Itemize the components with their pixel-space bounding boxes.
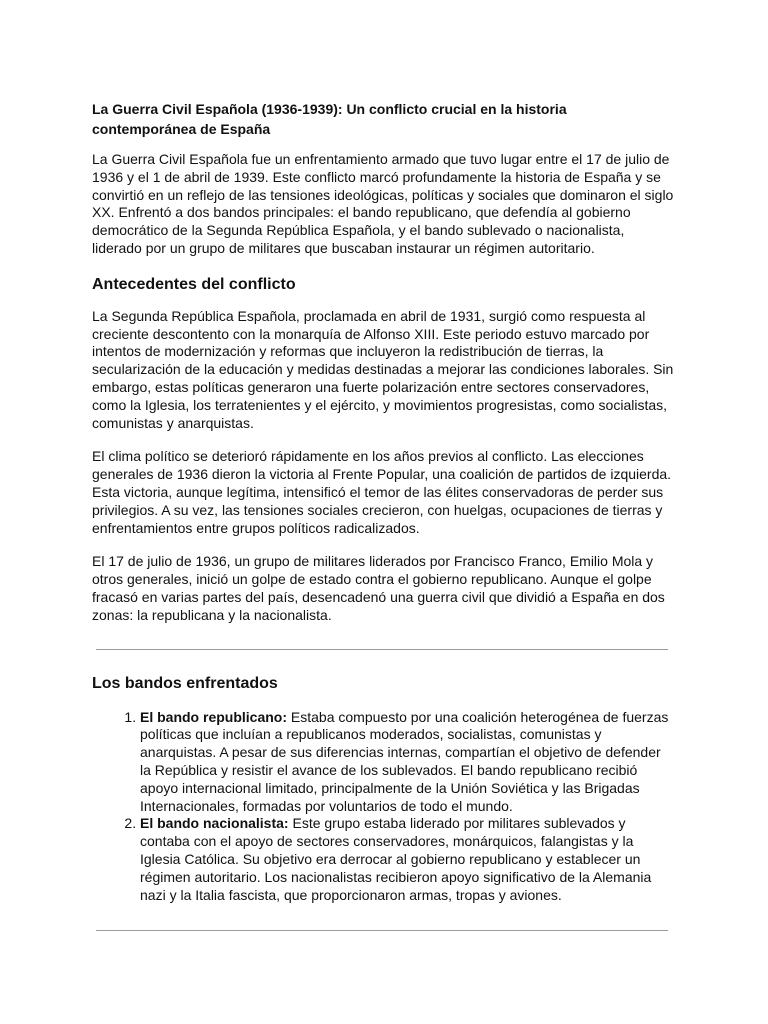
list-item (140, 709, 674, 816)
section-heading-bandos: Los bandos enfrentados (92, 674, 278, 692)
bandos-list (92, 709, 674, 905)
list-item (140, 815, 674, 904)
antecedentes-paragraph-1: La Segunda República Española, proclamada en abril de 1931, surgió como respuesta al creciente descontento con la monarquía de Alfonso XIII. Este periodo estuvo marcado por intentos de modernización y reformas que incluyeron la redistribución de tierras, la secularización de la educación y medidas destinadas a mejorar las condiciones laborales. Sin embargo, estas políticas generaron una fuerte polarización entre sectores conservadores, como la Iglesia, los terratenientes y el ejército, y movimientos progresistas, como socialistas, comunistas y anarquistas. (92, 307, 674, 431)
list-item-label: El bando nacionalista: (140, 815, 289, 832)
section-divider (96, 649, 668, 650)
document-title: La Guerra Civil Española (1936-1939): Un conflicto crucial en la historia contemporánea de España (92, 101, 567, 137)
document-page (92, 99, 674, 931)
antecedentes-paragraph-3: El 17 de julio de 1936, un grupo de militares liderados por Francisco Franco, Emilio Mola y otros generales, inició un golpe de estado contra el gobierno republicano. Aunque el golpe fracasó en varias partes del país, desencadenó una guerra civil que dividió a España en dos zonas: la republicana y la nacionalista. (92, 553, 665, 623)
list-item-label: El bando republicano: (140, 708, 288, 725)
intro-paragraph: La Guerra Civil Española fue un enfrentamiento armado que tuvo lugar entre el 17 de julio de 1936 y el 1 de abril de 1939. Este conflicto marcó profundamente la historia de España y se convirtió en un reflejo de las tensiones ideológicas, políticas y sociales que dominaron el siglo XX. Enfrentó a dos bandos principales: el bando republicano, que defendía al gobierno democrático de la Segunda República Española, y el bando sublevado o nacionalista, liderado por un grupo de militares que buscaban instaurar un régimen autoritario. (92, 151, 674, 256)
section-divider (96, 930, 668, 931)
list-item-text: Estaba compuesto por una coalición heterogénea de fuerzas políticas que incluían a republicanos moderados, socialistas, comunistas y anarquistas. A pesar de sus diferencias internas, compartían el objetivo de defender la República y resistir el avance de los sublevados. El bando republicano recibió apoyo internacional limitado, principalmente de la Unión Soviética y las Brigadas Internacionales, formadas por voluntarios de todo el mundo. (140, 708, 669, 814)
antecedentes-paragraph-2: El clima político se deterioró rápidamente en los años previos al conflicto. Las elecciones generales de 1936 dieron la victoria al Frente Popular, una coalición de partidos de izquierda. Esta victoria, aunque legítima, intensificó el temor de las élites conservadoras de perder sus privilegios. A su vez, las tensiones sociales crecieron, con huelgas, ocupaciones de tierras y enfrentamientos entre grupos políticos radicalizados. (92, 448, 672, 536)
section-heading-antecedentes: Antecedentes del conflicto (92, 275, 296, 293)
list-item-text: Este grupo estaba liderado por militares sublevados y contaba con el apoyo de sectores conservadores, monárquicos, falangistas y la Iglesia Católica. Su objetivo era derrocar al gobierno republicano y establecer un régimen autoritario. Los nacionalistas recibieron apoyo significativo de la Alemania nazi y la Italia fascista, que proporcionaron armas, tropas y aviones. (140, 815, 652, 903)
